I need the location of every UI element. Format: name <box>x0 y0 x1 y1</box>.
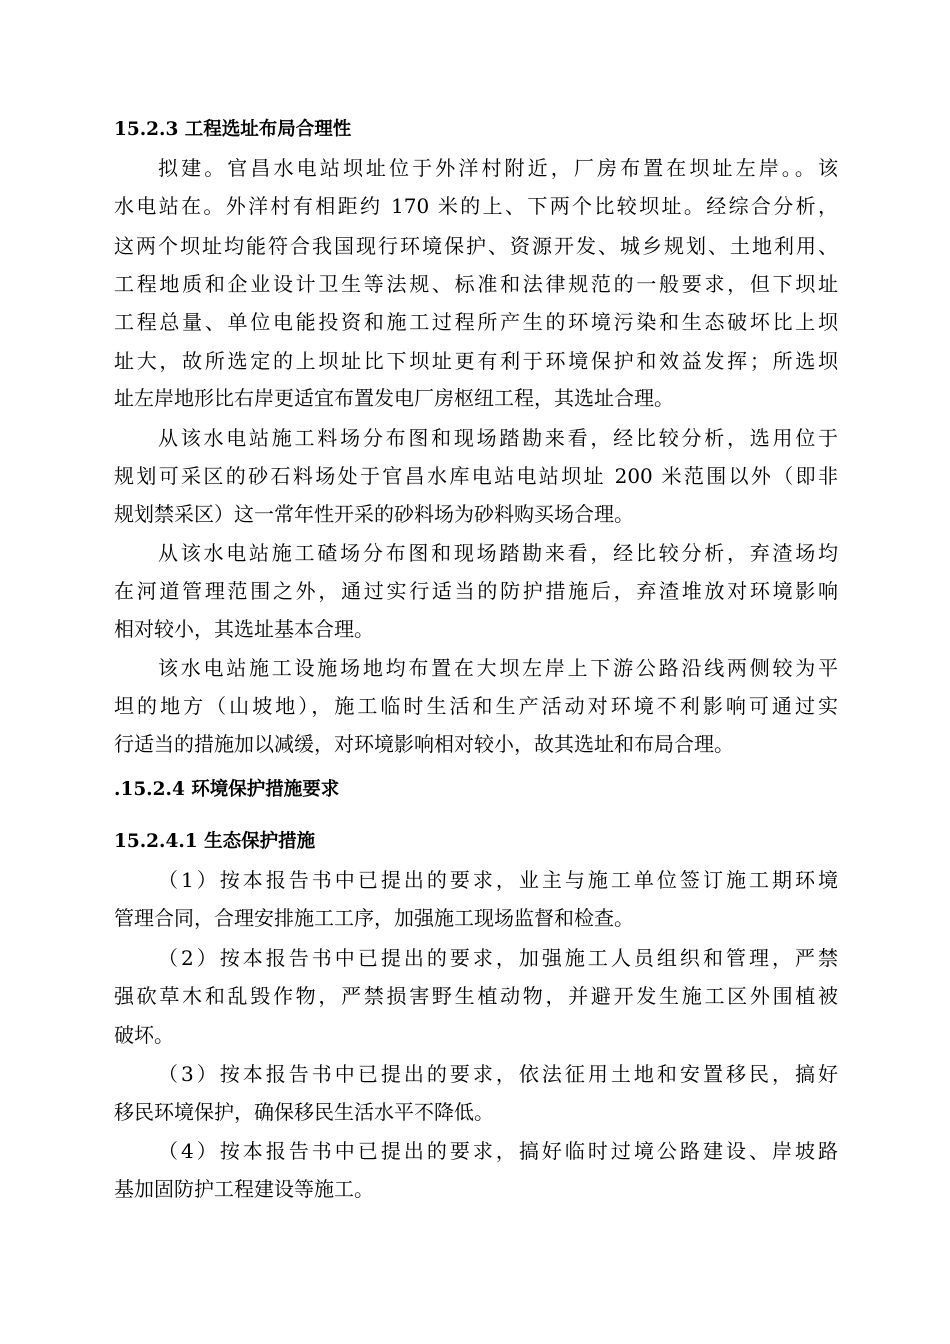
text-line: 管理合同，合理安排施工工序，加强施工现场监督和检查。 <box>114 906 634 930</box>
text-line: 坦的地方（山坡地），施工临时生活和生产活动对环境不利影响可通过实 <box>114 694 838 718</box>
text-line: 破坏。 <box>114 1023 174 1047</box>
text-line: （2）按本报告书中已提出的要求，加强施工人员组织和管理，严禁 <box>158 946 838 970</box>
section-heading-15-2-3: 15.2.3 工程选址布局合理性 <box>114 119 352 140</box>
section-heading-15-2-4-1: 15.2.4.1 生态保护措施 <box>114 831 316 852</box>
text-line: 工程总量、单位电能投资和施工过程所产生的环境污染和生态破坏比上坝 <box>114 310 838 334</box>
section-heading-15-2-4: .15.2.4 环境保护措施要求 <box>114 779 340 800</box>
text-line: 规划可采区的砂石料场处于官昌水库电站电站坝址 200 米范围以外（即非 <box>114 464 838 488</box>
text-line: （1）按本报告书中已提出的要求，业主与施工单位签订施工期环境 <box>158 868 838 892</box>
text-line: 这两个坝址均能符合我国现行环境保护、资源开发、城乡规划、土地利用、 <box>114 234 838 258</box>
text-line: 强砍草木和乱毁作物，严禁损害野生植动物，并避开发生施工区外围植被 <box>114 984 838 1008</box>
text-line: 规划禁采区）这一常年性开采的砂料场为砂料购买场合理。 <box>114 502 634 526</box>
text-line: 址左岸地形比右岸更适宜布置发电厂房枢纽工程，其选址合理。 <box>114 386 674 410</box>
text-line: 相对较小，其选址基本合理。 <box>114 617 374 641</box>
text-line: 基加固防护工程建设等施工。 <box>114 1177 374 1201</box>
text-line: 从该水电站施工料场分布图和现场踏勘来看，经比较分析，选用位于 <box>158 426 838 450</box>
text-line: 该水电站施工设施场地均布置在大坝左岸上下游公路沿线两侧较为平 <box>158 656 838 680</box>
text-line: 从该水电站施工碴场分布图和现场踏勘来看，经比较分析，弃渣场均 <box>158 541 838 565</box>
text-line: 工程地质和企业设计卫生等法规、标准和法律规范的一般要求，但下坝址 <box>114 272 838 296</box>
text-line: 行适当的措施加以减缓，对环境影响相对较小，故其选址和布局合理。 <box>114 732 734 756</box>
text-line: 水电站在。外洋村有相距约 170 米的上、下两个比较坝址。经综合分析， <box>114 194 838 218</box>
text-line: 在河道管理范围之外，通过实行适当的防护措施后，弃渣堆放对环境影响 <box>114 579 838 603</box>
text-line: （3）按本报告书中已提出的要求，依法征用土地和安置移民，搞好 <box>158 1062 838 1086</box>
text-line: 拟建。官昌水电站坝址位于外洋村附近，厂房布置在坝址左岸。。该 <box>158 156 838 180</box>
text-line: 址大，故所选定的上坝址比下坝址更有利于环境保护和效益发挥；所选坝 <box>114 349 838 373</box>
text-line: 移民环境保护，确保移民生活水平不降低。 <box>114 1100 494 1124</box>
text-line: （4）按本报告书中已提出的要求，搞好临时过境公路建设、岸坡路 <box>158 1139 838 1163</box>
